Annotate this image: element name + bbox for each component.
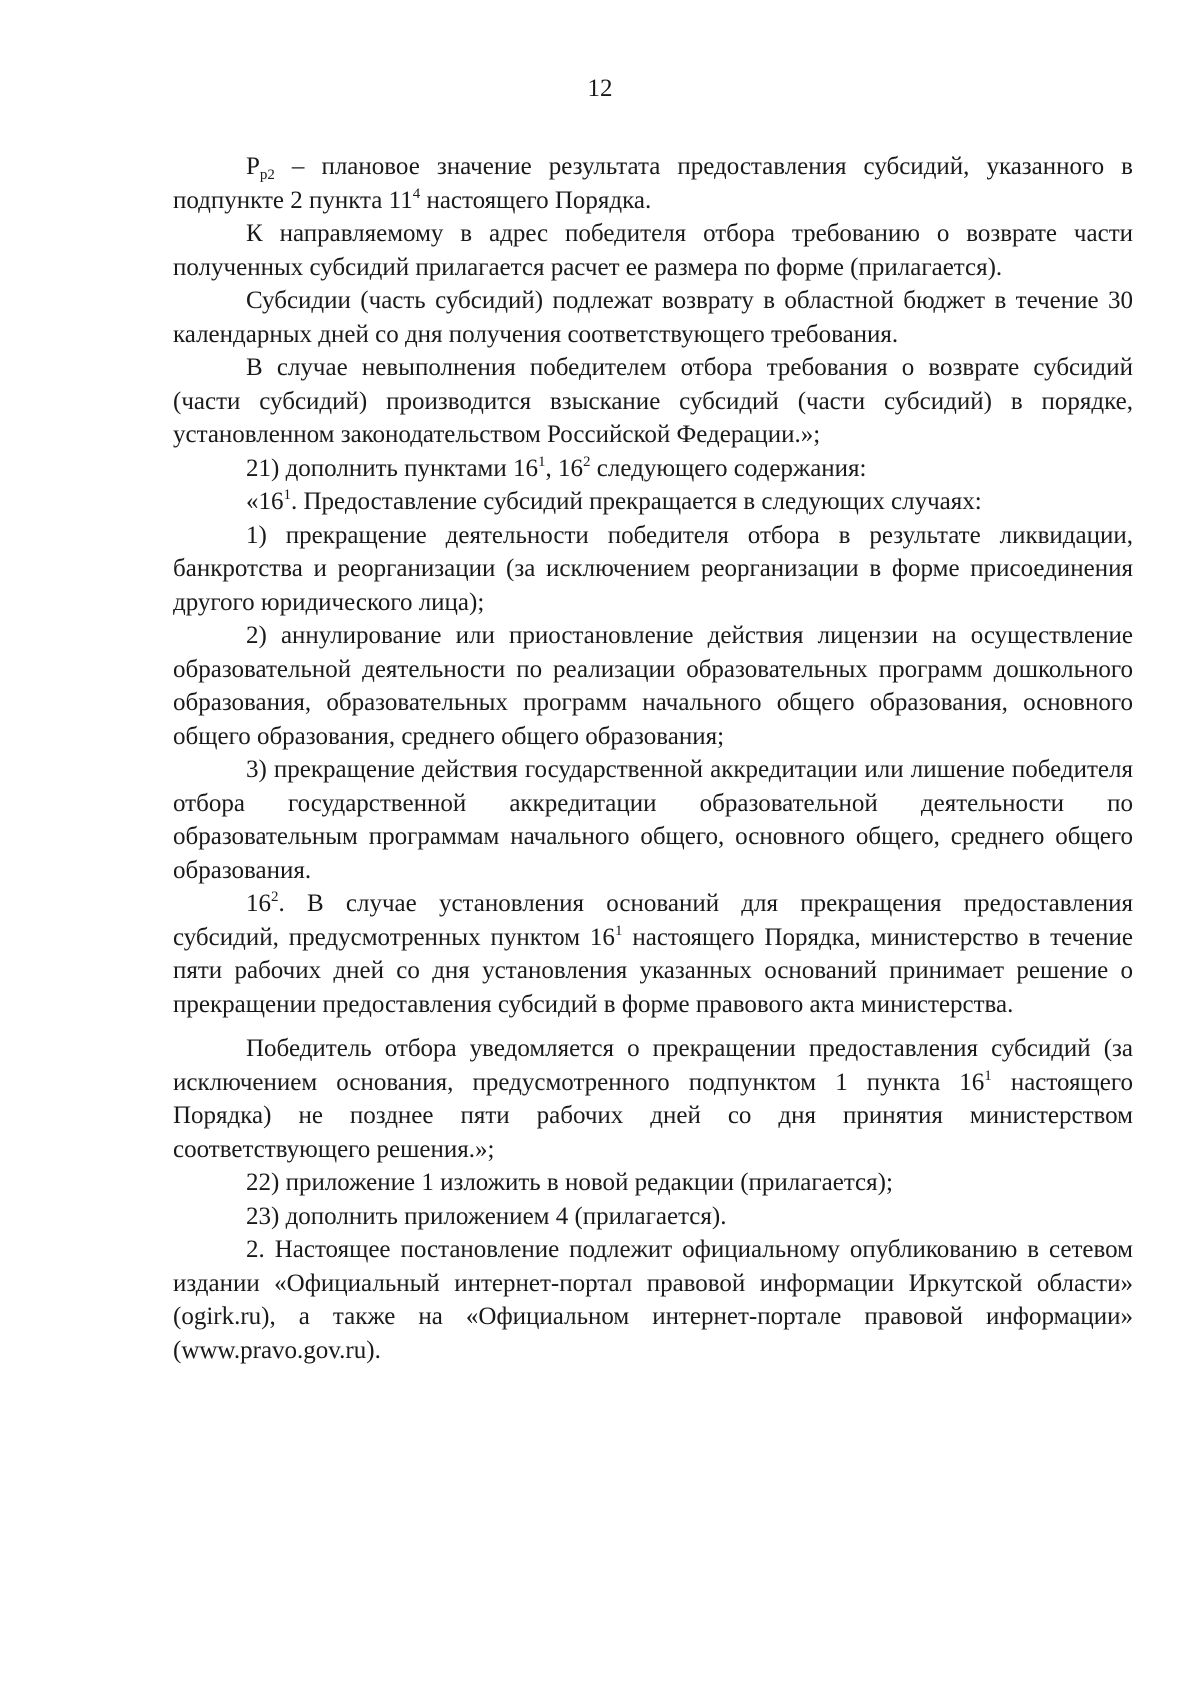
text-run: 2) аннулирование или приостановление действия лицензии на осуществление образовательной деятельности по реализации образовательных программ дошкольного образования, образовательных программ начального общего образования, основного общего образования, среднего общего образования; <box>173 622 1133 750</box>
text-run: 21) дополнить пунктами 16 <box>246 454 539 482</box>
paragraph <box>173 351 1133 452</box>
superscript: 2 <box>583 453 591 470</box>
text-run: 2. Настоящее постановление подлежит официальному опубликованию в сетевом издании «Официальный интернет-портал правовой информации Иркутской области» (ogirk.ru), а также на «Официальном интернет-портале правовой информации» (www.pravo.gov.ru). <box>173 1236 1133 1364</box>
text-run: К направляемому в адрес победителя отбора требованию о возврате части полученных субсидий прилагается расчет ее размера по форме (прилагается). <box>173 220 1133 281</box>
paragraph <box>173 619 1133 753</box>
text-run: – плановое значение результата предоставления субсидий, указанного в подпункте 2 пункта 11 <box>173 153 1133 214</box>
text-run: , 16 <box>545 454 584 482</box>
paragraph <box>173 1200 1133 1234</box>
paragraph <box>173 753 1133 887</box>
paragraph <box>173 1166 1133 1200</box>
text-run: настоящего Порядка, министерство в течение пяти рабочих дней со дня установления указанных оснований принимает решение о прекращении предоставления субсидий в форме правового акта министерства. <box>173 923 1133 1018</box>
text-run: «16 <box>246 488 284 515</box>
text-run: В случае невыполнения победителем отбора требования о возврате субсидий (части субсидий) производится взыскание субсидий (части субсидий) в порядке, установленном законодательством Российской Федерации.»; <box>173 354 1133 448</box>
page-number: 12 <box>587 75 613 102</box>
text-run: . В случае установления оснований для прекращения предоставления субсидий, предусмотренных пунктом 16 <box>173 890 1133 951</box>
subscript: р2 <box>259 167 275 183</box>
superscript: 1 <box>283 487 291 503</box>
superscript: 1 <box>538 453 546 470</box>
document-body <box>173 150 1133 1367</box>
text-run: . Предоставление субсидий прекращается в следующих случаях: <box>291 488 982 515</box>
text-run: 22) приложение 1 изложить в новой редакции (прилагается); <box>246 1169 893 1196</box>
text-run: следующего содержания: <box>590 454 867 482</box>
text-run: Субсидии (часть субсидий) подлежат возврату в областной бюджет в течение 30 календарных дней со дня получения соответствующего требования. <box>173 287 1133 348</box>
text-run: настоящего Порядка) не позднее пяти рабочих дней со дня принятия министерством соответствующего решения.»; <box>173 1068 1133 1163</box>
text-run: 16 <box>246 890 271 917</box>
paragraph <box>173 887 1133 1021</box>
paragraph <box>173 452 1133 486</box>
text-run: 23) дополнить приложением 4 (прилагается). <box>246 1202 727 1230</box>
superscript: 1 <box>984 1067 992 1084</box>
paragraph <box>173 1233 1133 1367</box>
paragraph <box>173 217 1133 284</box>
text-run: 3) прекращение действия государственной аккредитации или лишение победителя отбора государственной аккредитации образовательной деятельности по образовательным программам начального общего, основного общего, среднего общего образования. <box>173 756 1133 884</box>
text-run: 1) прекращение деятельности победителя отбора в результате ликвидации, банкротства и реорганизации (за исключением реорганизации в форме присоединения другого юридического лица); <box>173 521 1133 616</box>
paragraph <box>173 519 1133 620</box>
paragraph <box>173 284 1133 351</box>
paragraph <box>173 150 1133 217</box>
superscript: 1 <box>614 922 623 939</box>
text-run: настоящего Порядка. <box>420 186 652 214</box>
paragraph <box>173 485 1133 519</box>
superscript: 4 <box>412 185 421 202</box>
superscript: 2 <box>271 889 279 905</box>
text-run: Победитель отбора уведомляется о прекращении предоставления субсидий (за исключением основания, предусмотренного подпунктом 1 пункта 16 <box>173 1035 1133 1096</box>
text-run: P <box>246 153 260 180</box>
paragraph <box>173 1032 1133 1166</box>
